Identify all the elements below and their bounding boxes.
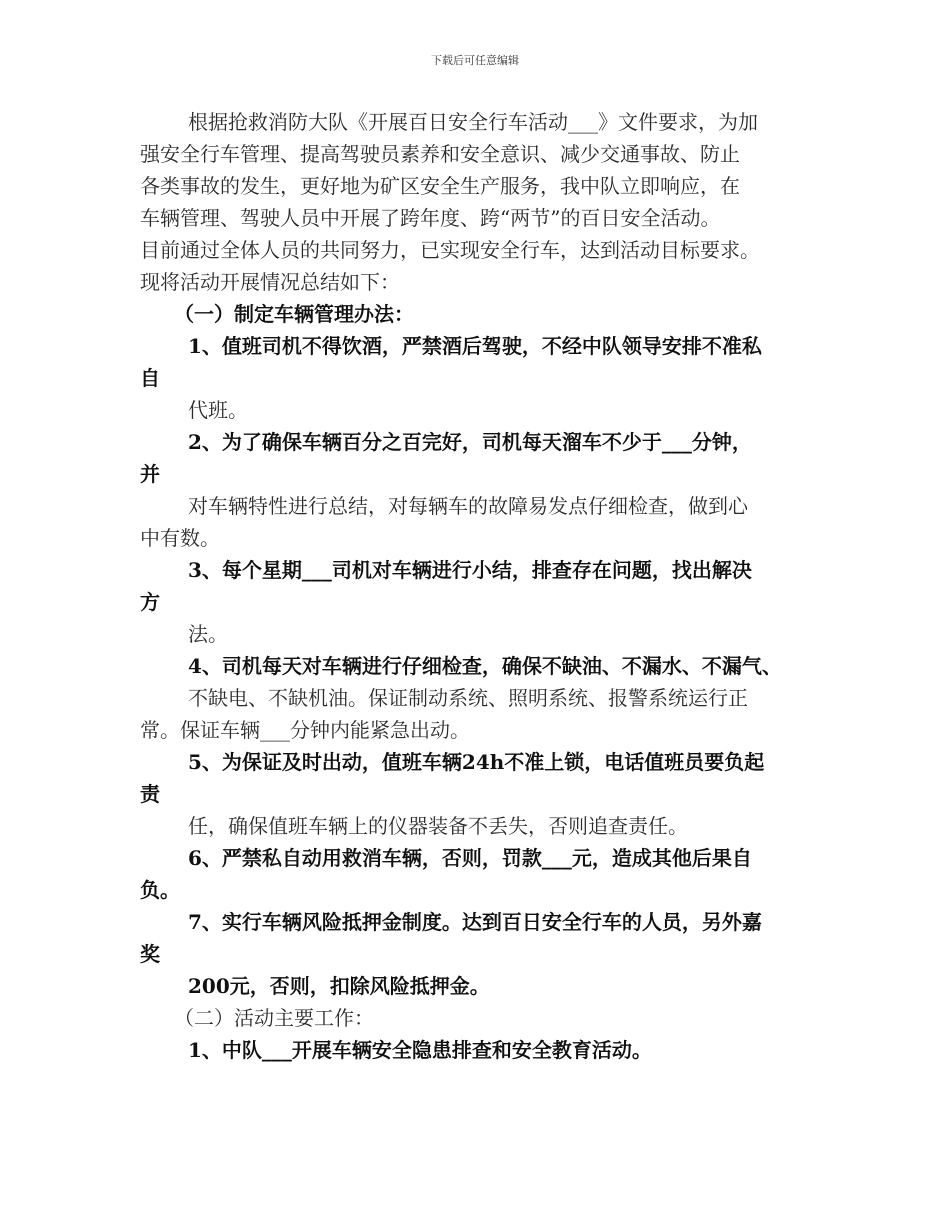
text-line: 车辆管理、驾驶人员中开展了跨年度、跨“两节”的百日安全活动。 <box>140 206 721 230</box>
text-line: 2、为了确保车辆百分之百完好，司机每天溜车不少于___分钟， <box>188 430 752 454</box>
text-line: 中有数。 <box>140 526 220 550</box>
text-line: 责 <box>140 782 160 806</box>
text-line: 任，确保值班车辆上的仪器装备不丢失，否则追查责任。 <box>188 814 688 838</box>
text-line: （一）制定车辆管理办法： <box>174 302 414 326</box>
text-line: 1、中队___开展车辆安全隐患排查和安全教育活动。 <box>188 1038 652 1062</box>
text-line: 3、每个星期___司机对车辆进行小结，排查存在问题，找出解决 <box>188 558 752 582</box>
text-line: 法。 <box>188 622 228 646</box>
text-line: 不缺电、不缺机油。保证制动系统、照明系统、报警系统运行正 <box>188 686 748 710</box>
document-body <box>140 106 830 1066</box>
text-line: 200元，否则，扣除风险抵押金。 <box>188 974 490 998</box>
text-line: 5、为保证及时出动，值班车辆24h不准上锁，电话值班员要负起 <box>188 750 765 774</box>
text-line: 7、实行车辆风险抵押金制度。达到百日安全行车的人员，另外嘉 <box>188 910 762 934</box>
text-line: 代班。 <box>188 398 248 422</box>
text-line: 根据抢救消防大队《开展百日安全行车活动___》文件要求，为加 <box>188 110 758 134</box>
page-header: 下载后可任意编辑 <box>431 54 519 67</box>
text-line: 目前通过全体人员的共同努力，已实现安全行车，达到活动目标要求。 <box>140 238 760 262</box>
text-line: 常。保证车辆___分钟内能紧急出动。 <box>140 718 470 742</box>
text-line: 4、司机每天对车辆进行仔细检查，确保不缺油、不漏水、不漏气、 <box>188 654 782 678</box>
text-line: 并 <box>140 462 160 486</box>
text-line: 强安全行车管理、提高驾驶员素养和安全意识、减少交通事故、防止 <box>140 142 740 166</box>
text-line: 自 <box>140 366 160 390</box>
text-line: 各类事故的发生，更好地为矿区安全生产服务，我中队立即响应，在 <box>140 174 740 198</box>
text-line: 方 <box>140 590 160 614</box>
text-line: 负。 <box>140 878 180 902</box>
text-line: 奖 <box>140 942 160 966</box>
text-line: 现将活动开展情况总结如下： <box>140 270 400 294</box>
text-line: 对车辆特性进行总结，对每辆车的故障易发点仔细检查，做到心 <box>188 494 748 518</box>
text-line: 1、值班司机不得饮酒，严禁酒后驾驶，不经中队领导安排不准私 <box>188 334 762 358</box>
text-line: 6、严禁私自动用救消车辆，否则，罚款___元，造成其他后果自 <box>188 846 752 870</box>
text-line: （二）活动主要工作： <box>174 1006 374 1030</box>
